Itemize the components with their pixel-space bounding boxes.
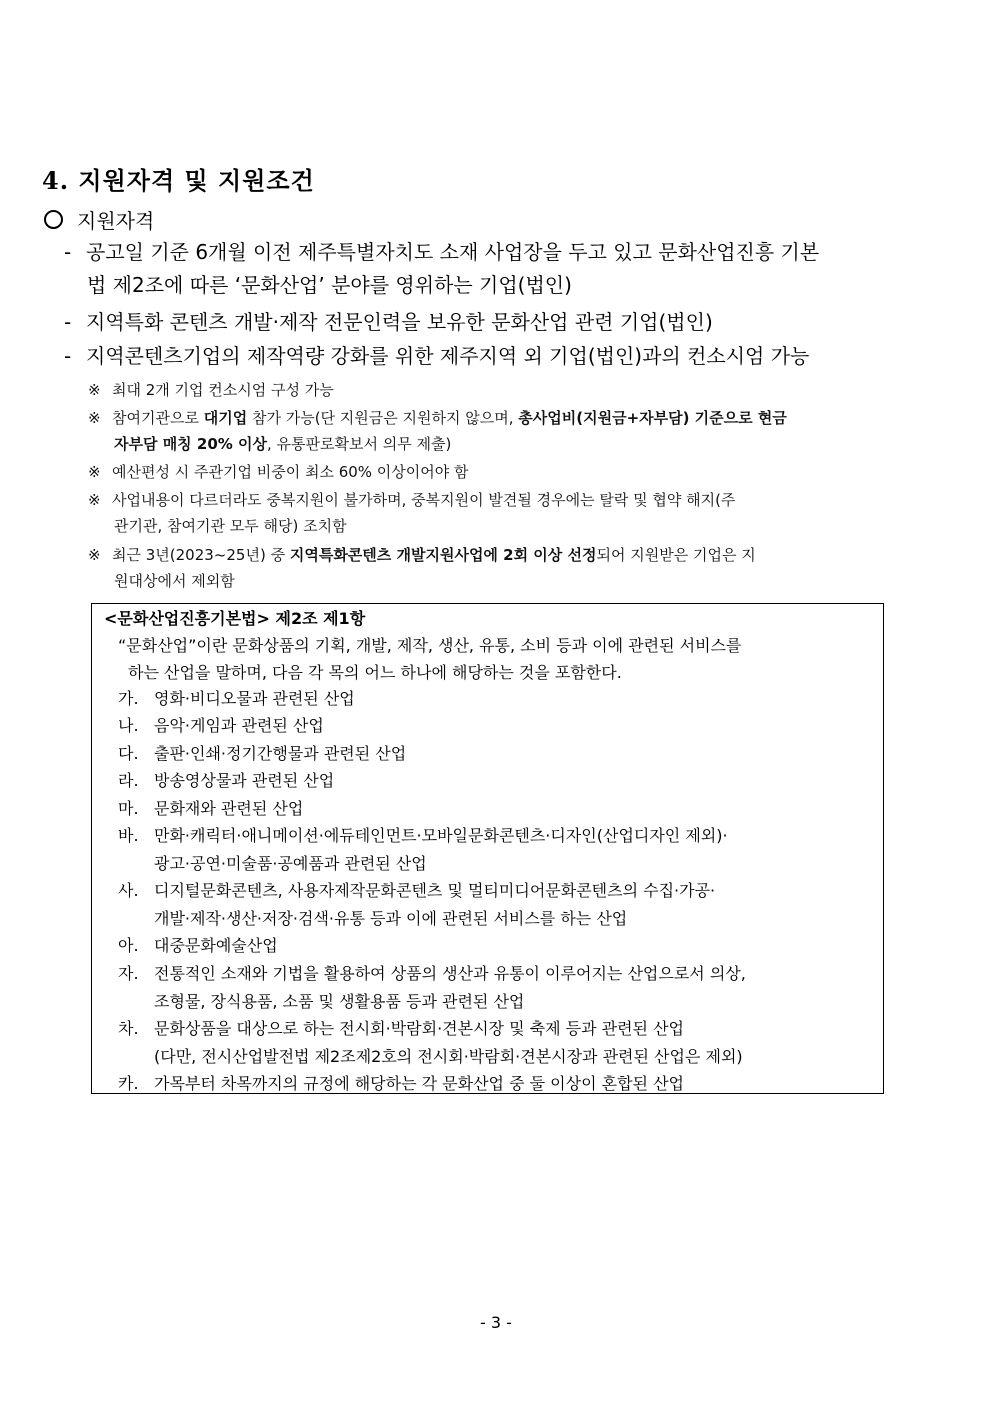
law-item xyxy=(118,685,878,713)
law-item-text: 방송영상물과 관련된 산업 xyxy=(154,771,335,790)
dash-bullet: - xyxy=(64,240,72,264)
law-item-text: (다만, 전시산업발전법 제2조제2호의 전시회·박람회·견본시장과 관련된 산업은 제외) xyxy=(154,1046,743,1066)
note-text: , 유통판로확보서 의무 제출) xyxy=(267,435,452,453)
note-text: 관기관, 참여기관 모두 해당) 조치함 xyxy=(114,517,347,535)
law-item-text: 문화상품을 대상으로 하는 전시회·박람회·견본시장 및 축제 등과 관련된 산업 xyxy=(154,1019,684,1038)
note-mark: ※ xyxy=(88,491,101,509)
note-emphasis: 지역특화콘텐츠 개발지원사업에 2회 이상 선정 xyxy=(289,546,597,564)
law-item xyxy=(118,1015,878,1070)
law-item xyxy=(118,712,878,740)
law-intro-text: “문화산업”이란 문화상품의 기획, 개발, 제작, 생산, 유통, 소비 등과 이에 관련된 서비스를 xyxy=(118,636,742,655)
law-item-text: 조형물, 장식용품, 소품 및 생활용품 등과 관련된 산업 xyxy=(154,991,525,1011)
law-item-mark: 아. xyxy=(118,936,139,955)
law-item-text: 대중문화예술산업 xyxy=(154,936,278,955)
section-title: 4. 지원자격 및 지원조건 xyxy=(42,166,315,195)
note-item xyxy=(88,487,933,539)
note-mark: ※ xyxy=(88,381,101,399)
note-text: 원대상에서 제외함 xyxy=(114,572,235,590)
note-mark: ※ xyxy=(88,409,101,427)
law-item xyxy=(118,767,878,795)
qualification-item-text: 지역특화 콘텐츠 개발·제작 전문인력을 보유한 문화산업 관련 기업(법인) xyxy=(86,310,713,334)
law-item xyxy=(118,932,878,960)
law-item-text: 만화·캐릭터·애니메이션·에듀테인먼트·모바일문화콘텐츠·디자인(산업디자인 제외)· xyxy=(154,826,728,845)
law-item-text: 가목부터 차목까지의 규정에 해당하는 각 문화산업 중 둘 이상이 혼합된 산업 xyxy=(154,1074,684,1093)
law-item-mark: 차. xyxy=(118,1019,139,1038)
qualification-item xyxy=(64,306,944,339)
law-item xyxy=(118,795,878,823)
law-item-mark: 사. xyxy=(118,881,139,900)
law-item-mark: 나. xyxy=(118,716,139,735)
qualification-item-text: 공고일 기준 6개월 이전 제주특별자치도 소재 사업장을 두고 있고 문화산업진흥 기본 xyxy=(86,240,820,264)
qualification-item xyxy=(64,340,944,373)
law-item xyxy=(118,740,878,768)
law-item-mark: 라. xyxy=(118,771,139,790)
law-item-mark: 가. xyxy=(118,689,139,708)
note-item xyxy=(88,459,933,485)
law-title: <문화산업진흥기본법> 제2조 제1항 xyxy=(104,609,366,628)
law-item-mark: 바. xyxy=(118,826,139,845)
note-mark: ※ xyxy=(88,463,101,481)
dash-bullet: - xyxy=(64,310,72,334)
note-text: 사업내용이 다르더라도 중복지원이 불가하며, 중복지원이 발견될 경우에는 탈락 및 협약 해지(주 xyxy=(112,491,736,509)
note-emphasis: 총사업비(지원금+자부담) 기준으로 현금 xyxy=(518,409,787,427)
note-text: 예산편성 시 주관기업 비중이 최소 60% 이상이어야 함 xyxy=(112,463,469,481)
law-intro xyxy=(118,632,868,686)
note-text: 참가 가능(단 지원금은 지원하지 않으며, xyxy=(247,409,519,427)
qualification-item-text: 지역콘텐츠기업의 제작역량 강화를 위한 제주지역 외 기업(법인)과의 컨소시엄 가능 xyxy=(86,344,810,368)
law-item-mark: 마. xyxy=(118,799,139,818)
qualification-item xyxy=(64,236,944,302)
law-item xyxy=(118,1070,878,1098)
note-text: 최대 2개 기업 컨소시엄 구성 가능 xyxy=(112,381,334,399)
law-item-text: 음악·게임과 관련된 산업 xyxy=(154,716,324,735)
law-item-mark: 다. xyxy=(118,744,139,763)
law-item-text: 출판·인쇄·정기간행물과 관련된 산업 xyxy=(154,744,407,763)
law-item xyxy=(118,822,878,877)
qualification-heading-text: 지원자격 xyxy=(77,209,155,233)
note-emphasis: 자부담 매칭 20% 이상 xyxy=(114,435,268,453)
law-item-mark: 카. xyxy=(118,1074,139,1093)
law-item xyxy=(118,960,878,1015)
note-text: 되어 지원받은 기업은 지 xyxy=(596,546,756,564)
note-item xyxy=(88,542,933,594)
law-item-text: 문화재와 관련된 산업 xyxy=(154,799,304,818)
page-number: - 3 - xyxy=(480,1313,512,1332)
law-item xyxy=(118,877,878,932)
circle-bullet-icon xyxy=(44,210,63,229)
note-mark: ※ xyxy=(88,546,101,564)
note-emphasis: 대기업 xyxy=(203,409,248,427)
law-item-text: 전통적인 소재와 기법을 활용하여 상품의 생산과 유통이 이루어지는 산업으로서 의상, xyxy=(154,964,746,983)
law-item-mark: 자. xyxy=(118,964,139,983)
law-item-text: 디지털문화콘텐츠, 사용자제작문화콘텐츠 및 멀티미디어문화콘텐츠의 수집·가공· xyxy=(154,881,716,900)
qualification-item-text: 법 제2조에 따른 ‘문화산업’ 분야를 영위하는 기업(법인) xyxy=(87,273,572,297)
law-excerpt-box xyxy=(91,603,884,1094)
law-item-text: 개발·제작·생산·저장·검색·유통 등과 이에 관련된 서비스를 하는 산업 xyxy=(154,908,628,928)
note-text: 참여기관으로 xyxy=(112,409,204,427)
law-item-text: 영화·비디오물과 관련된 산업 xyxy=(154,689,355,708)
note-text: 최근 3년(2023~25년) 중 xyxy=(112,546,290,564)
note-item xyxy=(88,377,933,403)
dash-bullet: - xyxy=(64,344,72,368)
note-item xyxy=(88,405,933,457)
qualification-heading xyxy=(44,205,154,234)
law-intro-text: 하는 산업을 말하며, 다음 각 목의 어느 하나에 해당하는 것을 포함한다. xyxy=(128,663,622,682)
law-item-text: 광고·공연·미술품·공예품과 관련된 산업 xyxy=(154,853,427,873)
